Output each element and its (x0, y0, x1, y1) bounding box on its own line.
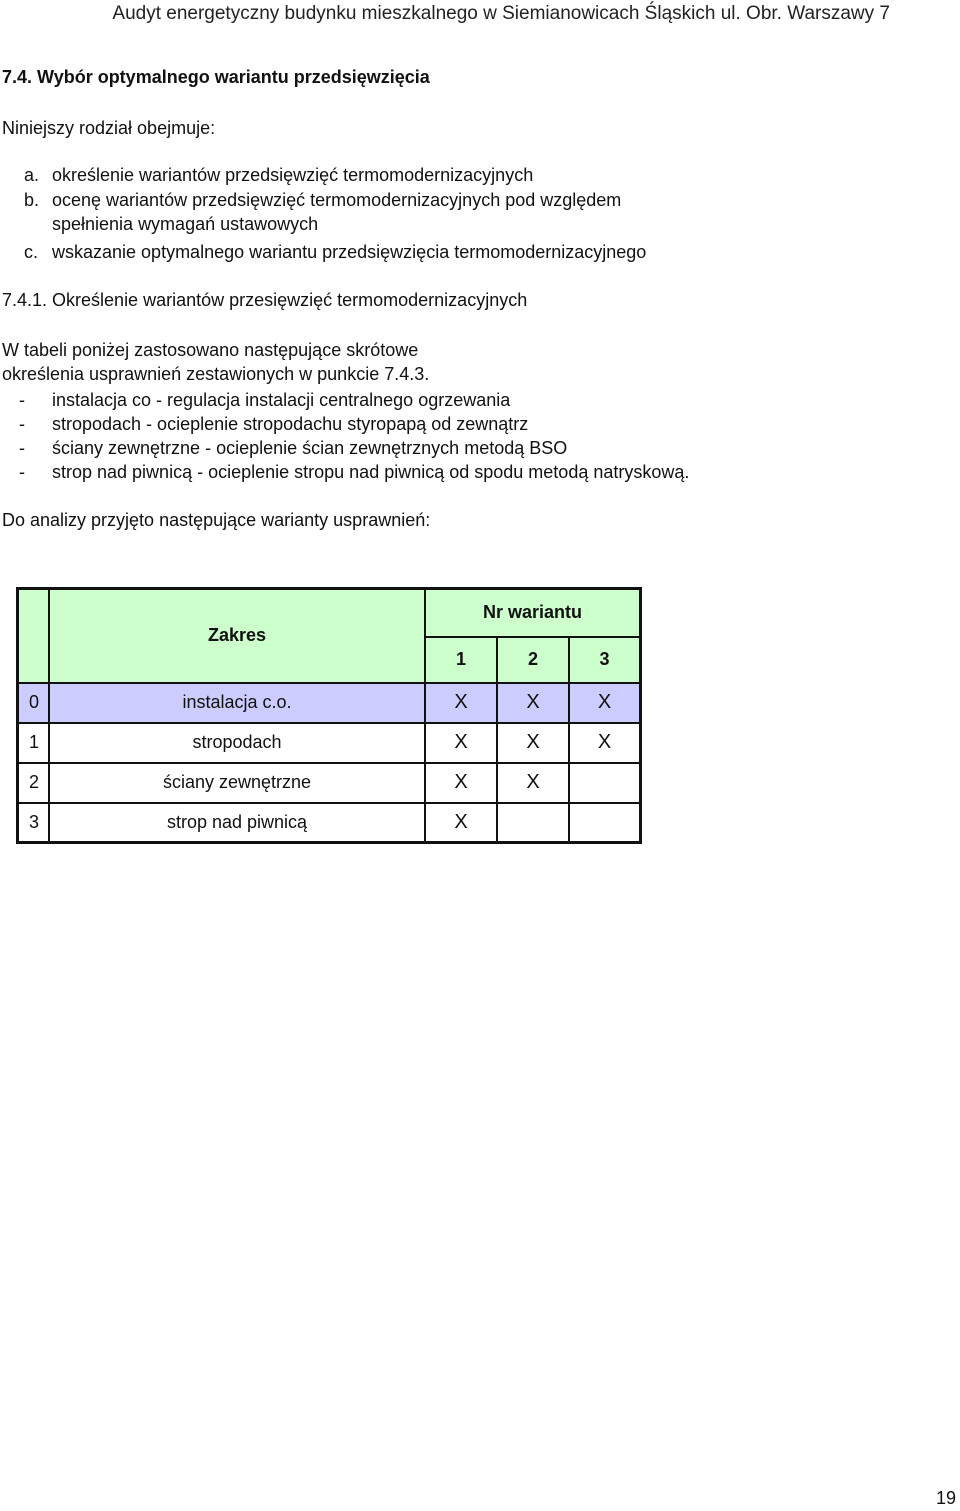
variant-mark (569, 763, 641, 803)
variant-mark: X (425, 803, 497, 843)
variant-mark: X (425, 763, 497, 803)
dash-item-text: strop nad piwnicą - ocieplenie stropu nad piwnicą od spodu metodą natryskową. (52, 462, 690, 482)
row-index: 3 (18, 803, 50, 843)
section-title: 7.4. Wybór optymalnego wariantu przedsięwzięcia (2, 67, 430, 87)
subsection-title: 7.4.1. Określenie wariantów przesięwzięć termomodernizacyjnych (2, 290, 528, 310)
variant-mark: X (497, 683, 569, 723)
list-item-a (24, 165, 533, 186)
intro-text: Niniejszy rodział obejmuje: (2, 118, 216, 138)
row-index: 0 (18, 683, 50, 723)
table-row (18, 763, 641, 803)
variant-mark: X (569, 683, 641, 723)
dash-item: - ściany zewnętrzne - ocieplenie ścian zewnętrznych metodą BSO (19, 438, 568, 458)
row-index: 2 (18, 763, 50, 803)
table-header-variants: Nr wariantu (425, 589, 641, 637)
dash-item: - stropodach - ocieplenie stropodachu styropapą od zewnątrz (19, 414, 529, 434)
table-header-index (18, 589, 50, 683)
variant-mark: X (425, 723, 497, 763)
paragraph-line: określenia usprawnień zestawionych w punkcie 7.4.3. (2, 364, 430, 384)
variant-mark: X (569, 723, 641, 763)
row-scope: ściany zewnętrzne (49, 763, 425, 803)
list-letter: b. (24, 190, 40, 210)
list-text: wskazanie optymalnego wariantu przedsięwzięcia termomodernizacyjnego (52, 242, 647, 262)
row-scope: strop nad piwnicą (49, 803, 425, 843)
dash-item-text: instalacja co - regulacja instalacji centralnego ogrzewania (52, 390, 511, 410)
paragraph-analysis: Do analizy przyjęto następujące warianty usprawnień: (2, 510, 431, 530)
list-text: określenie wariantów przedsięwzięć termomodernizacyjnych (52, 165, 534, 185)
variant-mark: X (497, 763, 569, 803)
dash-item-text: ściany zewnętrzne - ocieplenie ścian zewnętrznych metodą BSO (52, 438, 568, 458)
table-row (18, 683, 641, 723)
list-item-c (24, 242, 646, 263)
variant-mark: X (425, 683, 497, 723)
row-scope: instalacja c.o. (49, 683, 425, 723)
variant-number: 2 (497, 637, 569, 683)
variant-mark (497, 803, 569, 843)
row-scope: stropodach (49, 723, 425, 763)
list-item-b (24, 190, 621, 211)
variants-table (16, 587, 642, 844)
page-number: 19 (935, 1488, 956, 1508)
list-letter: c. (24, 242, 39, 262)
table-row (18, 723, 641, 763)
variant-number: 1 (425, 637, 497, 683)
dash-item: - strop nad piwnicą - ocieplenie stropu nad piwnicą od spodu metodą natryskową. (19, 462, 690, 482)
variant-mark (569, 803, 641, 843)
list-text: ocenę wariantów przedsięwzięć termomodernizacyjnych pod względem (52, 190, 622, 210)
list-item-b-continuation: spełnienia wymagań ustawowych (52, 214, 319, 234)
dash-item-text: stropodach - ocieplenie stropodachu styropapą od zewnątrz (52, 414, 529, 434)
variant-mark: X (497, 723, 569, 763)
dash-item: - instalacja co - regulacja instalacji centralnego ogrzewania (19, 390, 511, 410)
row-index: 1 (18, 723, 50, 763)
page-header: Audyt energetyczny budynku mieszkalnego w Siemianowicach Śląskich ul. Obr. Warszawy 7 (112, 3, 890, 24)
list-letter: a. (24, 165, 40, 185)
paragraph-line: W tabeli poniżej zastosowano następujące skrótowe (2, 340, 419, 360)
variant-number: 3 (569, 637, 641, 683)
table-row (18, 803, 641, 843)
table-header-scope: Zakres (49, 589, 425, 683)
